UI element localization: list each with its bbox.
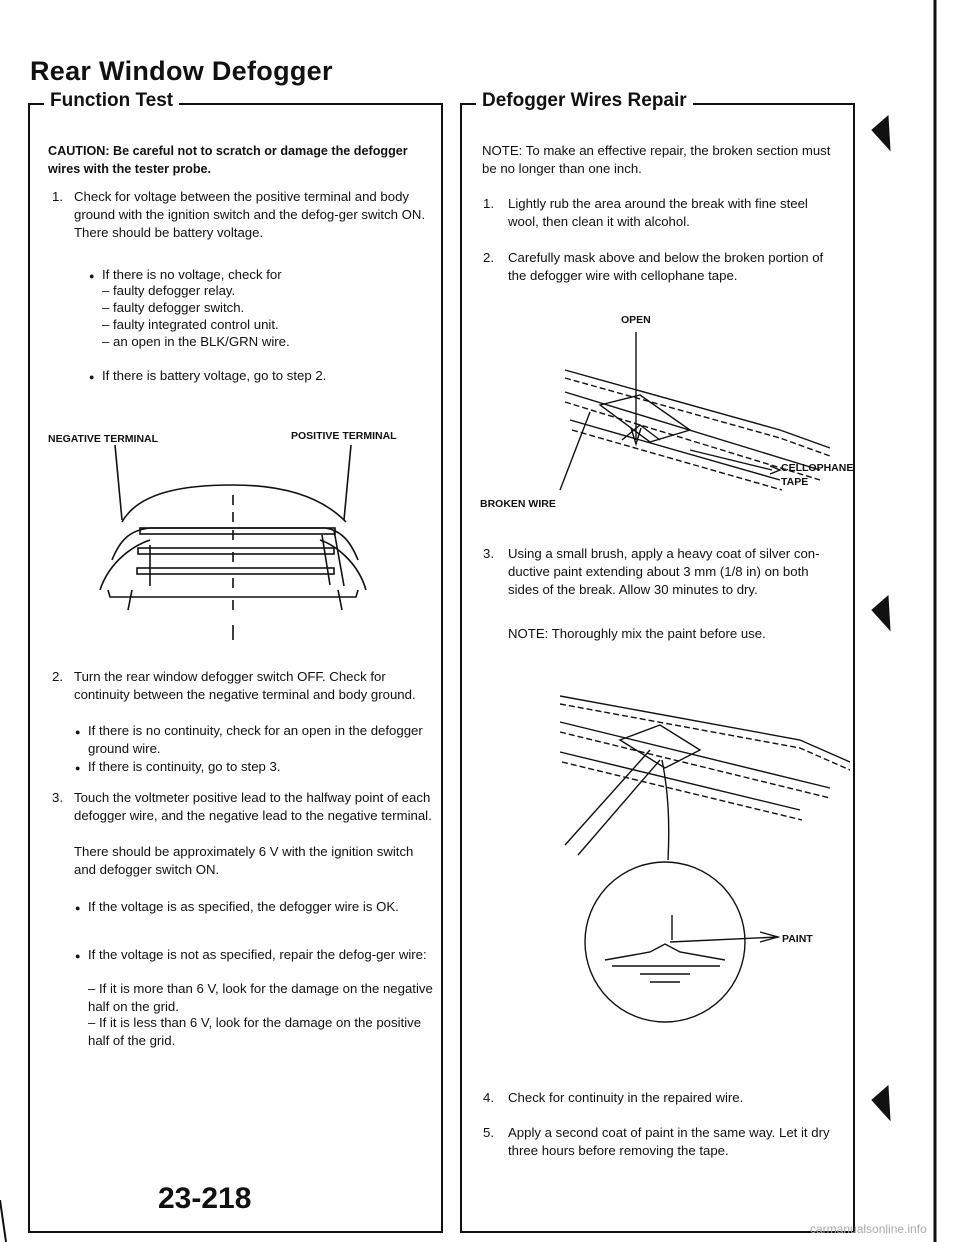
broken-wire-label: BROKEN WIRE [480,498,556,510]
paint-label: PAINT [782,933,813,945]
step-number: 2. [52,669,63,684]
step-number: 5. [483,1125,494,1140]
step-number: 2. [483,250,494,265]
step-text: Carefully mask above and below the broken portion of the defogger wire with cellophane tape. [508,250,824,283]
tape-label: TAPE [781,476,809,488]
negative-terminal-label: NEGATIVE TERMINAL [48,433,159,445]
step-number: 4. [483,1090,494,1105]
positive-terminal-label: POSITIVE TERMINAL [291,430,397,442]
step-text: Check for voltage between the positive terminal and body ground with the ignition switch and the defog-ger switch ON. There should be battery voltage. [74,189,426,240]
watermark: carmanualsonline.info [810,1222,927,1236]
cellophane-label: CELLOPHANE [781,462,854,474]
page-number: 23-218 [158,1182,252,1215]
bullet-item: ● If there is no continuity, check for an open in the defogger ground wire. [88,722,433,758]
note-text: NOTE: To make an effective repair, the broken section must be no longer than one inch. [482,143,831,176]
step-text: Turn the rear window defogger switch OFF. Check for continuity between the negative terminal and body ground. [74,669,416,702]
step-number: 3. [483,546,494,561]
open-label: OPEN [621,314,651,326]
step-text: Lightly rub the area around the break with fine steel wool, then clean it with alcohol. [508,196,808,229]
step-number: 1. [483,196,494,211]
bullet-item: ● If there is continuity, go to step 3. [88,758,433,776]
function-test-heading: Function Test [44,90,179,112]
step-text: Using a small brush, apply a heavy coat of silver con-ductive paint extending about 3 mm (1/8 in) on both sides of the break. Allow 30 minutes to dry. [508,546,820,597]
step-text: There should be approximately 6 V with the ignition switch and defogger switch ON. [74,844,414,877]
bullet-item: ● If the voltage is as specified, the defogger wire is OK. [88,898,433,916]
step-text: Touch the voltmeter positive lead to the halfway point of each defogger wire, and the negative lead to the negative terminal. [74,790,432,823]
dash-item: – faulty defogger switch. [102,300,245,315]
bullet-item: ● If there is battery voltage, go to step 2. [102,367,422,385]
dash-item: – faulty defogger relay. [102,283,236,298]
wires-repair-heading: Defogger Wires Repair [476,90,693,112]
caution-text: CAUTION: Be careful not to scratch or damage the defogger wires with the tester probe. [48,144,408,176]
dash-item: – faulty integrated control unit. [102,317,279,332]
dash-item: – an open in the BLK/GRN wire. [102,334,290,349]
step-text: Apply a second coat of paint in the same way. Let it dry three hours before removing the tape. [508,1125,830,1158]
note-text: NOTE: Thoroughly mix the paint before use. [508,626,766,641]
step-number: 1. [52,189,63,204]
step-text: Check for continuity in the repaired wire. [508,1090,744,1105]
page-title: Rear Window Defogger [30,56,333,86]
step-number: 3. [52,790,63,805]
dash-item: – If it is less than 6 V, look for the damage on the positive half of the grid. [88,1015,422,1048]
bullet-item: ● If the voltage is not as specified, repair the defog-ger wire: [88,946,433,964]
bullet-item: ● If there is no voltage, check for [102,266,422,284]
dash-item: – If it is more than 6 V, look for the damage on the negative half on the grid. [88,981,433,1014]
